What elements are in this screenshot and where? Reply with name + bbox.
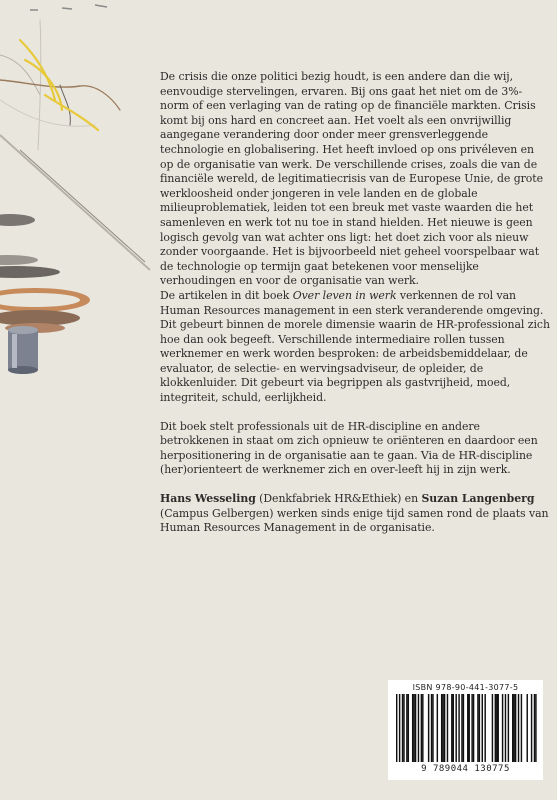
- paragraph-authors: [160, 492, 550, 536]
- barcode-bar: [471, 694, 472, 762]
- disc-shapes: [0, 214, 60, 278]
- barcode-bar: [508, 694, 509, 762]
- barcode-bar: [408, 694, 409, 762]
- barcode-bar: [455, 694, 456, 762]
- book-title-italic: Over leven in werk: [292, 288, 397, 302]
- barcode-bar: [437, 694, 438, 762]
- barcode-bar: [396, 694, 397, 762]
- barcode-bar: [406, 694, 407, 762]
- barcode-bar: [513, 694, 514, 762]
- barcode-bar: [402, 694, 403, 762]
- barcode-bar: [498, 694, 499, 762]
- barcode-bar: [495, 694, 496, 762]
- barcode-bar: [496, 694, 497, 762]
- cover-artwork: [0, 0, 160, 800]
- barcode-bar: [447, 694, 448, 762]
- paragraph-text: verkennen de rol van Human Resources management in een sterk veranderende omgeving. Dit gebeurt binnen de morele dimensie waarin de HR-professional zich hoe dan ook begeeft. Verschillende intermediaire rollen tussen werknemer en werk worden besproken: de arbeidsbemiddelaar, de evaluator, de selectie- en wervingsadviseur, de opleider, de klokkenluider. Dit gebeurt via begrippen als gastvrijheid, moed, integriteit, schuld, eerlijkheid.: [160, 288, 550, 405]
- barcode-bar: [441, 694, 442, 762]
- barcode-bar: [502, 694, 503, 762]
- paragraph-articles: [160, 289, 550, 406]
- barcode-bar: [431, 694, 432, 762]
- barcode-bar: [477, 694, 478, 762]
- isbn-barcode: [388, 680, 543, 780]
- needle-line: [0, 135, 150, 270]
- barcode-bar: [535, 694, 536, 762]
- barcode-bar: [518, 694, 519, 762]
- barcode-bar: [458, 694, 459, 762]
- copper-ring: [0, 288, 90, 333]
- barcode-bar: [521, 694, 522, 762]
- barcode-bar: [453, 694, 454, 762]
- barcode-bar: [442, 694, 443, 762]
- barcode-bar: [412, 694, 413, 762]
- barcode-bar: [422, 694, 423, 762]
- paragraph-text: De artikelen in dit boek: [160, 288, 293, 302]
- barcode-bar: [482, 694, 483, 762]
- barcode-bar: [421, 694, 422, 762]
- barcode-bar: [534, 694, 535, 762]
- barcode-bar: [505, 694, 506, 762]
- barcode-bar: [467, 694, 468, 762]
- barcode-bar: [461, 694, 462, 762]
- paragraph-crisis: [160, 70, 550, 289]
- glass-cylinder: [8, 326, 38, 374]
- paragraph-text: (Campus Gelbergen) werken sinds enige tijd samen rond de plaats van Human Resources Management in de organisatie.: [160, 506, 549, 535]
- top-ink-marks: [30, 5, 107, 10]
- yellow-strokes: [20, 40, 98, 130]
- barcode-bar: [484, 694, 485, 762]
- barcode-bar: [428, 694, 429, 762]
- barcode-bar: [451, 694, 452, 762]
- barcode-bar: [444, 694, 445, 762]
- paragraph-audience: [160, 420, 550, 478]
- barcode-bar: [473, 694, 474, 762]
- barcode-bar: [399, 694, 400, 762]
- barcode-bar: [531, 694, 532, 762]
- barcode-bar: [418, 694, 419, 762]
- barcode-digits: 9 789044 130775: [421, 764, 510, 774]
- barcode-bar: [479, 694, 480, 762]
- barcode-bar: [432, 694, 433, 762]
- paragraph-text: De crisis die onze politici bezig houdt, is een andere dan die wij, eenvoudige stervelingen, ervaren. Bij ons gaat het niet om de 3%-norm of een verlaging van de rating op de financiële markten. Crisis komt bij ons hard en concreet aan. Het voelt als een onvrijwillig aangegane verandering door onder meer grensverleggende technologie en globalisering. Het heeft invloed op ons privéleven en op de organisatie van werk. De verschillende crises, zoals die van de financiële wereld, de legitimatiecrisis van de Europese Unie, de grote werkloosheid onder jongeren in vele landen en de globale milieuproblematiek, leiden tot een breuk met vaste waarden die het samenleven en werk tot nu toe in stand hielden. Het nieuwe is geen logisch gevolg van wat achter ons ligt: het doet zich voor als nieuw zonder voorgaande. Het is bijvoorbeeld niet geheel voorspelbaar wat de technologie op termijn gaat betekenen voor menselijke verhoudingen en voor de organisatie van werk.: [160, 70, 544, 288]
- barcode-bar: [463, 694, 464, 762]
- barcode-bar: [527, 694, 528, 762]
- barcode-bar: [469, 694, 470, 762]
- paragraph-text: Dit boek stelt professionals uit de HR-discipline en andere betrokkenen in staat om zich opnieuw te oriënteren en daardoor een herpositionering in de organisatie aan te gaan. Via de HR-discipline (her)orienteert de werknemer zich en over-leeft hij in zijn werk.: [160, 419, 538, 477]
- barcode-bar: [415, 694, 416, 762]
- barcode-bar: [492, 694, 493, 762]
- author-name-2: Suzan Langenberg: [421, 492, 535, 506]
- barcode-bar: [413, 694, 414, 762]
- barcode-bar: [515, 694, 516, 762]
- paragraph-text: (Denkfabriek HR&Ethiek) en: [255, 492, 422, 506]
- barcode-bar: [512, 694, 513, 762]
- barcode-bar: [403, 694, 404, 762]
- isbn-label: ISBN 978-90-441-3077-5: [412, 683, 519, 692]
- back-cover-text: [160, 70, 550, 536]
- sketch-lines: [0, 20, 120, 150]
- author-name-1: Hans Wesseling: [160, 492, 256, 506]
